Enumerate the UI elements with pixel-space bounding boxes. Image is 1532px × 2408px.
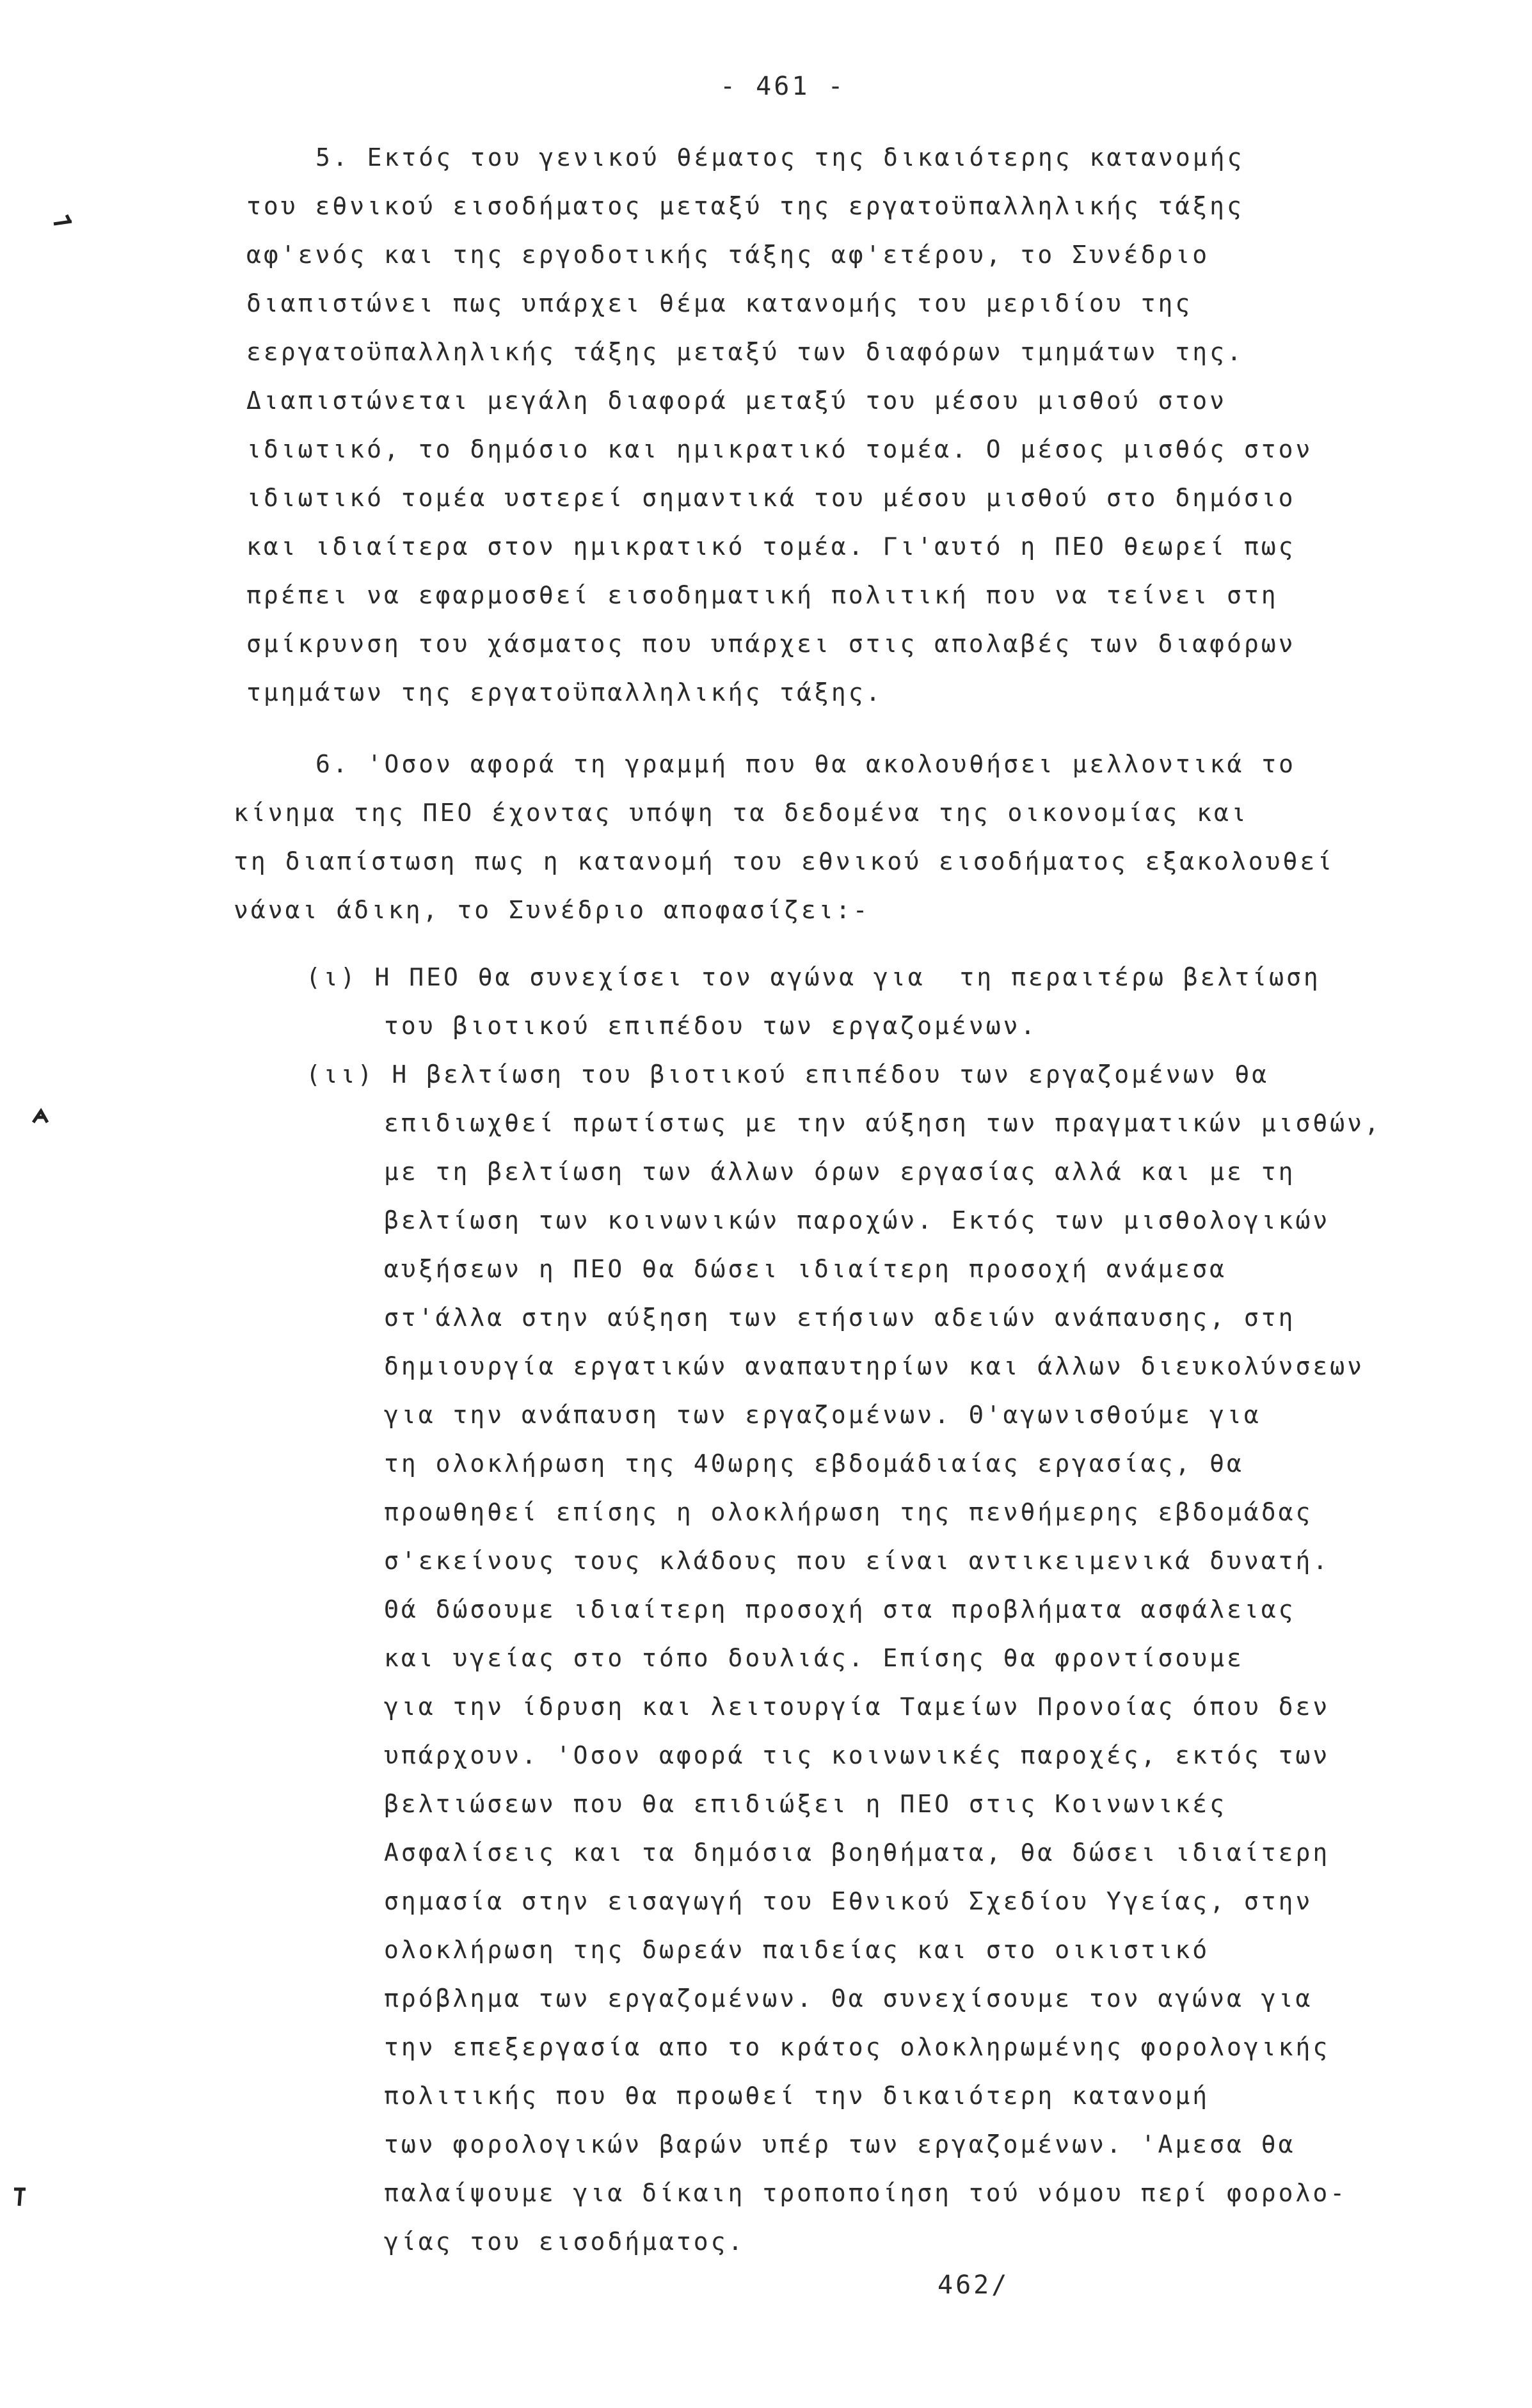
- text-line: πρόβλημα των εργαζομένων. Θα συνεχίσουμε τον αγώνα για: [384, 1984, 1313, 2013]
- text-line: τη διαπίστωση πως η κατανομή του εθνικού εισοδήματος εξακολουθεί: [234, 847, 1335, 875]
- continuation-page-number: 462/: [938, 2270, 1010, 2300]
- text-line: σημασία στην εισαγωγή του Εθνικού Σχεδίου Υγείας, στην: [384, 1887, 1313, 1915]
- text-line: 6. 'Οσον αφορά τη γραμμή που θα ακολουθήσει μελλοντικά το: [315, 750, 1297, 778]
- text-line: Θά δώσουμε ιδιαίτερη προσοχή στα προβλήματα ασφάλειας: [384, 1595, 1296, 1623]
- text-line: και ιδιαίτερα στον ημικρατικό τομέα. Γι'αυτό η ΠΕΟ θεωρεί πως: [246, 532, 1296, 561]
- text-line: την επεξεργασία απο το κράτος ολοκληρωμένης φορολογικής: [384, 2033, 1330, 2061]
- text-line: κίνημα της ΠΕΟ έχοντας υπόψη τα δεδομένα της οικονομίας και: [234, 799, 1249, 827]
- text-line: 5. Εκτός του γενικού θέματος της δικαιότερης κατανομής: [315, 143, 1245, 171]
- text-line: αφ'ενός και της εργοδοτικής τάξης αφ'ετέρου, το Συνέδριο: [246, 241, 1210, 269]
- text-line: Διαπιστώνεται μεγάλη διαφορά μεταξύ του μέσου μισθού στον: [246, 387, 1227, 415]
- scan-mark-icon: [31, 1107, 56, 1126]
- text-line: γίας του εισοδήματος.: [384, 2228, 746, 2256]
- text-line: των φορολογικών βαρών υπέρ των εργαζομένων. 'Αμεσα θα: [384, 2130, 1296, 2158]
- text-line: αυξήσεων η ΠΕΟ θα δώσει ιδιαίτερη προσοχή ανάμεσα: [384, 1255, 1227, 1283]
- text-line: για την ίδρυση και λειτουργία Ταμείων Προνοίας όπου δεν: [384, 1693, 1330, 1721]
- text-line: (ι) Η ΠΕΟ θα συνεχίσει τον αγώνα για τη περαιτέρω βελτίωση: [306, 963, 1321, 991]
- text-line: του βιοτικού επιπέδου των εργαζομένων.: [384, 1012, 1038, 1040]
- text-line: και υγείας στο τόπο δουλιάς. Επίσης θα φροντίσουμε: [384, 1644, 1244, 1672]
- scan-mark-icon: [12, 2185, 31, 2211]
- text-line: τμημάτων της εργατοϋπαλληλικής τάξης.: [246, 678, 883, 706]
- text-line: υπάρχουν. 'Οσον αφορά τις κοινωνικές παροχές, εκτός των: [384, 1741, 1330, 1769]
- text-line: νάναι άδικη, το Συνέδριο αποφασίζει:-: [234, 896, 870, 924]
- text-line: για την ανάπαυση των εργαζομένων. Θ'αγωνισθούμε για: [384, 1401, 1261, 1429]
- text-line: στ'άλλα στην αύξηση των ετήσιων αδειών ανάπαυσης, στη: [384, 1304, 1296, 1332]
- text-line: προωθηθεί επίσης η ολοκλήρωση της πενθήμερης εβδομάδας: [384, 1498, 1313, 1526]
- text-line: πρέπει να εφαρμοσθεί εισοδηματική πολιτική που να τείνει στη: [246, 581, 1279, 609]
- text-line: βελτίωση των κοινωνικών παροχών. Εκτός των μισθολογικών: [384, 1206, 1330, 1234]
- text-line: δημιουργία εργατικών αναπαυτηρίων και άλλων διευκολύνσεων: [384, 1352, 1365, 1380]
- text-line: (ιι) Η βελτίωση του βιοτικού επιπέδου των εργαζομένων θα: [306, 1060, 1270, 1088]
- scan-mark-icon: [52, 211, 78, 230]
- text-line: του εθνικού εισοδήματος μεταξύ της εργατοϋπαλληλικής τάξης: [246, 192, 1244, 220]
- text-line: σ'εκείνους τους κλάδους που είναι αντικειμενικά δυνατή.: [384, 1547, 1330, 1575]
- text-line: παλαίψουμε για δίκαιη τροποποίηση τού νόμου περί φορολο-: [384, 2179, 1348, 2207]
- text-line: τη ολοκλήρωση της 40ωρης εβδομάδιαίας εργασίας, θα: [384, 1449, 1244, 1478]
- text-line: πολιτικής που θα προωθεί την δικαιότερη κατανομή: [384, 2082, 1210, 2110]
- text-line: σμίκρυνση του χάσματος που υπάρχει στις απολαβές των διαφόρων: [246, 630, 1296, 658]
- text-line: εεργατοϋπαλληλικής τάξης μεταξύ των διαφόρων τμημάτων της.: [246, 338, 1244, 366]
- page-number: - 461 -: [720, 72, 846, 101]
- text-line: επιδιωχθεί πρωτίστως με την αύξηση των πραγματικών μισθών,: [384, 1109, 1382, 1137]
- text-line: ιδιωτικό, το δημόσιο και ημικρατικό τομέα. Ο μέσος μισθός στον: [246, 435, 1313, 463]
- text-line: ιδιωτικό τομέα υστερεί σημαντικά του μέσου μισθού στο δημόσιο: [246, 484, 1296, 512]
- text-line: βελτιώσεων που θα επιδιώξει η ΠΕΟ στις Κοινωνικές: [384, 1790, 1227, 1818]
- text-line: διαπιστώνει πως υπάρχει θέμα κατανομής του μεριδίου της: [246, 289, 1193, 317]
- text-line: ολοκλήρωση της δωρεάν παιδείας και στο οικιστικό: [384, 1936, 1210, 1964]
- text-line: Ασφαλίσεις και τα δημόσια βοηθήματα, θα δώσει ιδιαίτερη: [384, 1838, 1330, 1867]
- text-line: με τη βελτίωση των άλλων όρων εργασίας αλλά και με τη: [384, 1158, 1296, 1186]
